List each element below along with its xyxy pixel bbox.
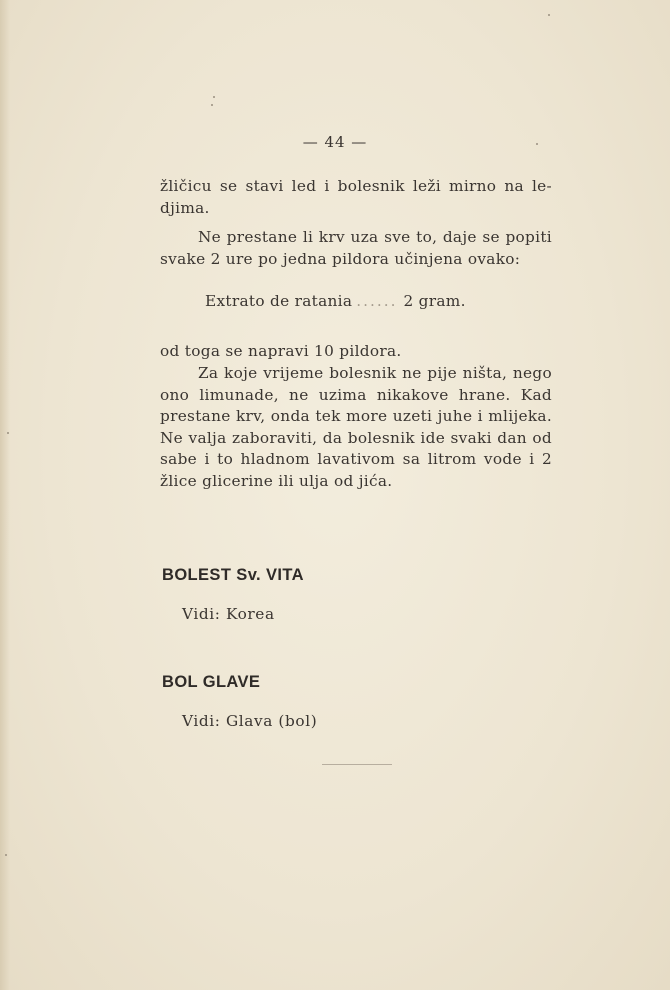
formula-dots: ...... — [356, 292, 398, 310]
paragraph-2-text: Ne prestane li krv uza sve to, daje se popiti svake 2 ure po jedna pildora učinjena ovako: — [160, 228, 552, 268]
section-reference-glava: Vidi: Glava (bol) — [182, 712, 318, 730]
paper-speck — [5, 854, 7, 856]
paragraph-3: od toga se napravi 10 pildora. — [160, 342, 402, 360]
section-reference-korea: Vidi: Korea — [182, 605, 275, 623]
paper-speck — [536, 143, 538, 145]
formula-amount: 2 gram. — [403, 292, 466, 310]
section-heading-bolest-sv-vita: BOLEST Sv. VITA — [162, 566, 304, 584]
section-heading-bol-glave: BOL GLAVE — [162, 673, 261, 691]
paragraph-4 — [160, 363, 552, 492]
formula-ingredient: Extrato de ratania — [205, 292, 353, 310]
paragraph-4-text: Za koje vrijeme bolesnik ne pije ništa, nego ono limunade, ne uzima nikakove hrane. Kad prestane krv, onda tek more uzeti juhe i mlijeka. Ne valja zaboraviti, da bolesnik ide svaki dan od sabe i to hladnom lavativom sa litrom vode i 2 žlice glicerine ili ulja od jića. — [160, 364, 552, 490]
formula-line — [205, 292, 525, 310]
paragraph-1: žličicu se stavi led i bolesnik leži mirno na le-djima. — [160, 177, 552, 217]
page-number: — 44 — — [302, 133, 368, 151]
paper-speck — [7, 432, 9, 434]
paragraph-2 — [160, 227, 552, 270]
paper-speck — [548, 14, 550, 16]
paper-speck — [211, 104, 213, 106]
end-rule-divider — [322, 764, 392, 765]
paper-speck — [213, 96, 215, 98]
